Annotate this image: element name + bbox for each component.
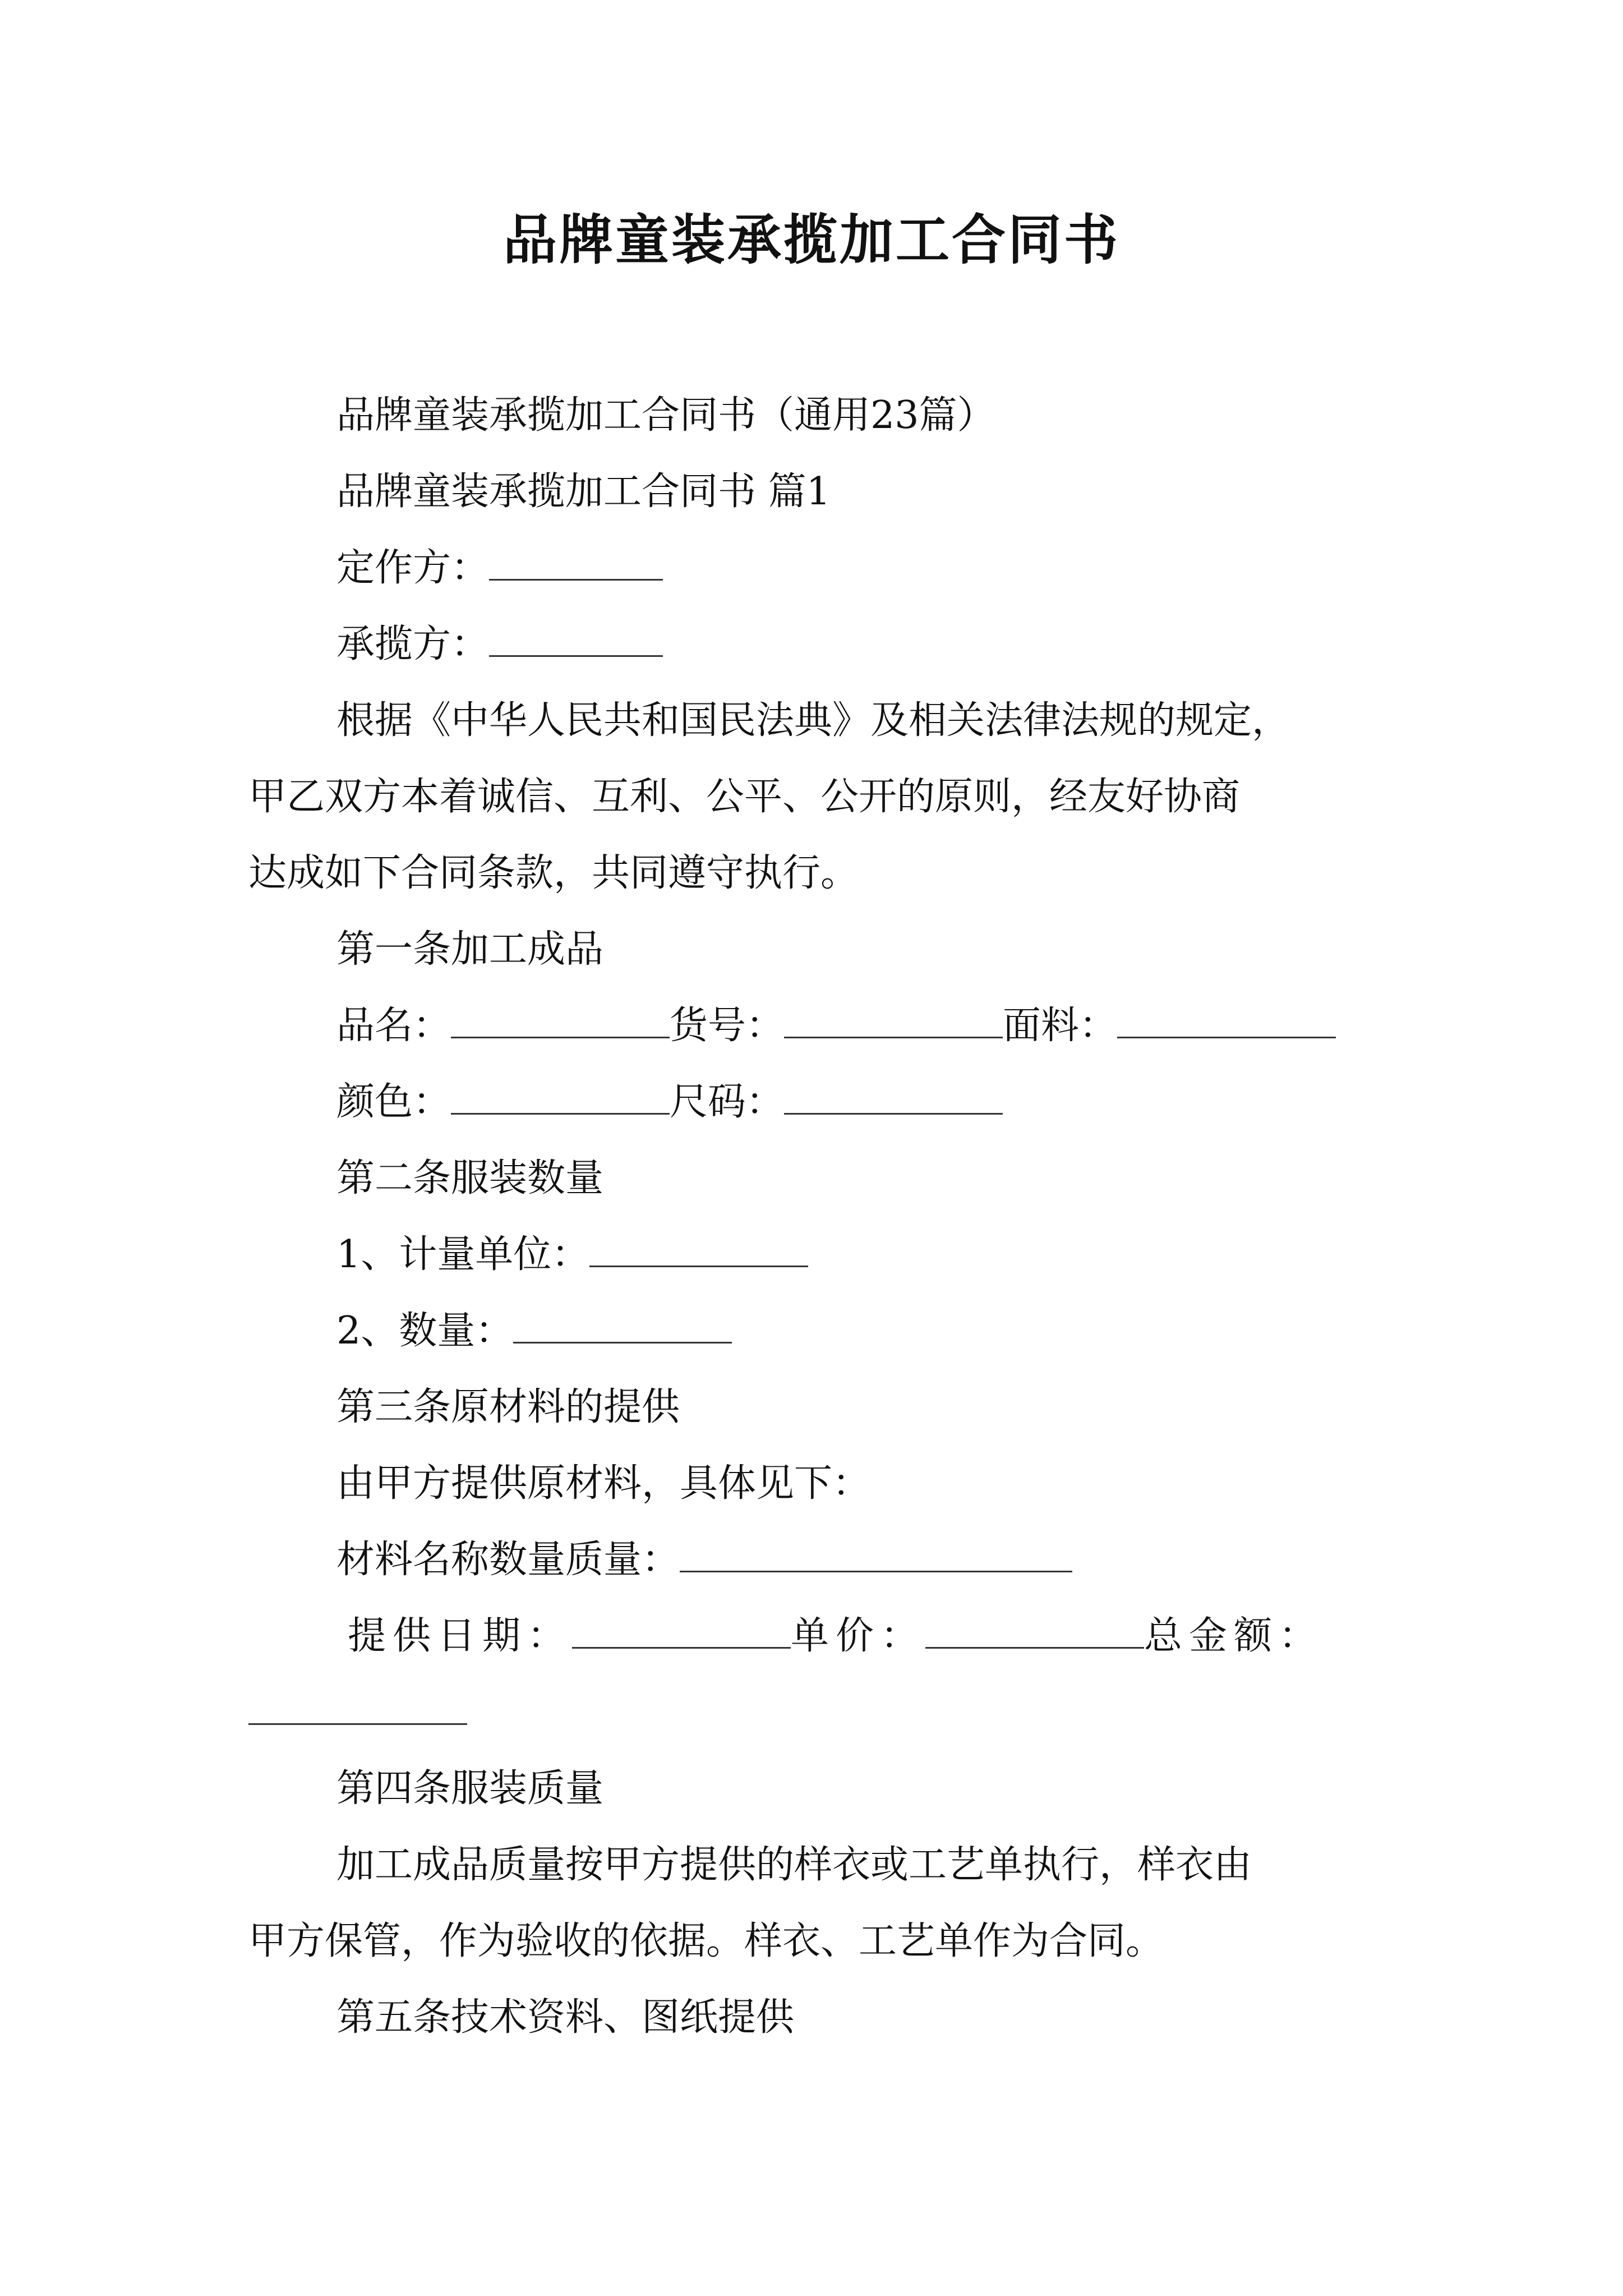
unit-label: 1、计量单位： [336, 1232, 590, 1277]
article-4-line-2: 甲方保管，作为验收的依据。样衣、工艺单作为合同。 [248, 1919, 1164, 1963]
intro-line-1: 根据《中华人民共和国民法典》及相关法律法规的规定， [336, 698, 1290, 743]
quantity-row [336, 1306, 732, 1356]
unit-blank [589, 1231, 808, 1267]
materials-row [336, 1535, 1072, 1585]
article-1-heading: 第一条加工成品 [336, 927, 604, 972]
party-a-label: 定作方： [336, 546, 490, 590]
fabric-label: 面料： [1003, 1004, 1118, 1048]
article-3-heading: 第三条原材料的提供 [336, 1385, 680, 1429]
subtitle: 品牌童装承揽加工合同书（通用23篇） [336, 393, 995, 438]
article-1-row-2 [336, 1077, 1003, 1128]
section-heading: 品牌童装承揽加工合同书 篇1 [336, 470, 831, 514]
date-blank [572, 1612, 791, 1649]
party-b-blank [489, 620, 663, 657]
article-2-heading: 第二条服装数量 [336, 1156, 604, 1200]
unit-row [336, 1230, 808, 1280]
total-blank [248, 1688, 467, 1725]
materials-blank [680, 1536, 1072, 1572]
product-name-blank [451, 1002, 670, 1038]
item-no-blank [784, 1002, 1003, 1038]
document-title: 品牌童装承揽加工合同书 [503, 209, 1120, 272]
item-no-label: 货号： [670, 1004, 785, 1048]
product-name-label: 品名： [336, 1004, 451, 1048]
color-blank [451, 1078, 670, 1115]
article-4-heading: 第四条服装质量 [336, 1766, 604, 1811]
supply-line: 由甲方提供原材料，具体见下： [336, 1461, 871, 1506]
color-label: 颜色： [336, 1080, 451, 1124]
price-blank [925, 1612, 1144, 1649]
size-label: 尺码： [670, 1080, 785, 1124]
intro-line-2: 甲乙双方本着诚信、互利、公平、公开的原则，经友好协商 [248, 775, 1241, 819]
total-blank-row [248, 1687, 467, 1738]
article-5-heading: 第五条技术资料、图纸提供 [336, 1995, 795, 2040]
quantity-blank [513, 1307, 732, 1343]
quantity-label: 2、数量： [336, 1309, 514, 1353]
article-4-line-1: 加工成品质量按甲方提供的样衣或工艺单执行，样衣由 [336, 1843, 1252, 1887]
article-1-row-1 [336, 1001, 1336, 1051]
party-b-label: 承揽方： [336, 622, 490, 666]
total-label: 总金额： [1144, 1614, 1324, 1658]
intro-line-3: 达成如下合同条款，共同遵守执行。 [248, 851, 859, 895]
price-label: 单价： [791, 1614, 926, 1658]
materials-label: 材料名称数量质量： [336, 1538, 680, 1582]
date-label: 提供日期： [348, 1614, 573, 1658]
party-b-row [336, 619, 663, 670]
party-a-row [336, 543, 663, 593]
party-a-blank [489, 544, 663, 581]
supply-date-row [348, 1611, 1324, 1662]
size-blank [784, 1078, 1003, 1115]
fabric-blank [1117, 1002, 1336, 1038]
